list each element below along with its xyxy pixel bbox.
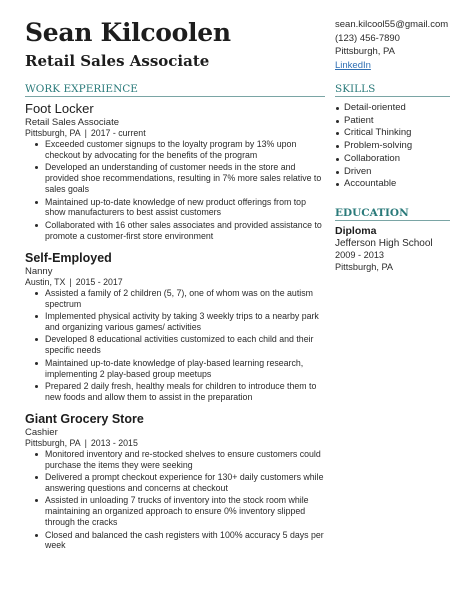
bullet-item: Collaborated with 16 other sales associates and provided assistance to promote a customer-first store environment xyxy=(45,220,325,242)
skill-item: Critical Thinking xyxy=(344,127,450,140)
experience-section xyxy=(25,83,325,553)
linkedin-link[interactable]: LinkedIn xyxy=(335,59,371,71)
education-heading: EDUCATION xyxy=(335,207,450,221)
education-section xyxy=(335,207,450,273)
education-school: Jefferson High School xyxy=(335,237,433,249)
contact-email[interactable]: sean.kilcool55@gmail.com xyxy=(335,19,449,30)
education-location: Pittsburgh, PA xyxy=(335,261,394,272)
bullet-item: Closed and balanced the cash registers with 100% accuracy 5 days per week xyxy=(45,529,324,551)
candidate-title: Retail Sales Associate xyxy=(25,52,210,70)
job-bullets xyxy=(25,449,325,552)
job-entry xyxy=(25,412,325,552)
contact-location: Pittsburgh, PA xyxy=(335,46,396,57)
skills-heading: SKILLS xyxy=(335,83,450,97)
skill-item: Accountable xyxy=(344,178,450,191)
job-company: Foot Locker xyxy=(25,101,94,116)
skill-item: Problem-solving xyxy=(344,140,450,153)
bullet-item: Monitored inventory and re-stocked shelves to ensure customers could purchase the items they were seeking xyxy=(45,449,325,471)
job-meta xyxy=(25,438,325,448)
education-dates: 2009 - 2013 xyxy=(335,249,385,260)
contact-block xyxy=(335,18,448,72)
job-location: Pittsburgh, PA xyxy=(25,128,81,138)
meta-separator: | xyxy=(84,437,87,448)
skill-item: Collaboration xyxy=(344,153,450,166)
bullet-item: Developed an understanding of customer needs in the store and provided shoe recommendations, resulting in 7% more sales relative to sales goals xyxy=(45,162,325,195)
skill-item: Driven xyxy=(344,166,450,179)
job-company: Giant Grocery Store xyxy=(25,411,144,426)
job-entry xyxy=(25,251,325,403)
meta-separator: | xyxy=(69,276,72,287)
bullet-item: Assisted a family of 2 children (5, 7), one of whom was on the autism spectrum xyxy=(45,288,325,310)
education-degree: Diploma xyxy=(335,224,377,237)
bullet-item: Assisted in unloading 7 trucks of inventory into the stock room while maintaining an organized approach to ensure 0% inventory slipped through the cracks xyxy=(45,495,325,528)
skill-item: Patient xyxy=(344,115,450,128)
job-dates: 2017 - current xyxy=(90,128,146,138)
job-meta xyxy=(25,128,325,138)
skill-item: Detail-oriented xyxy=(344,102,450,115)
skills-list xyxy=(335,102,450,191)
job-dates: 2015 - 2017 xyxy=(75,276,123,287)
meta-separator: | xyxy=(84,128,87,138)
contact-phone: (123) 456-7890 xyxy=(335,32,400,44)
job-company: Self-Employed xyxy=(25,250,112,265)
job-location: Pittsburgh, PA xyxy=(25,437,81,448)
job-role: Retail Sales Associate xyxy=(25,117,119,128)
job-role: Nanny xyxy=(25,265,53,277)
job-location: Austin, TX xyxy=(25,276,66,287)
bullet-item: Maintained up-to-date knowledge of new product offerings from top show manufacturers to best assist customers xyxy=(45,197,325,219)
bullet-item: Implemented physical activity by taking 3 weekly trips to a nearby park and organizing various games/ activities xyxy=(45,311,325,333)
candidate-name: Sean Kilcoolen xyxy=(25,18,231,47)
bullet-item: Prepared 2 daily fresh, healthy meals for children to introduce them to new foods and allow them to assist in the preparation xyxy=(45,381,325,403)
sidebar-column xyxy=(335,83,450,273)
bullet-item: Exceeded customer signups to the loyalty program by 13% upon checkout by advocating for the benefits of the program xyxy=(45,139,325,161)
bullet-item: Delivered a prompt checkout experience for 130+ daily customers while answering questions and concerns at checkout xyxy=(45,472,324,493)
experience-heading: WORK EXPERIENCE xyxy=(25,83,325,97)
job-bullets xyxy=(25,288,325,403)
bullet-item: Maintained up-to-date knowledge of play-based learning research, implementing 2 play-based group meetups xyxy=(45,358,325,380)
job-bullets xyxy=(25,139,325,242)
job-meta xyxy=(25,277,325,287)
job-role: Cashier xyxy=(25,426,58,438)
job-dates: 2013 - 2015 xyxy=(90,437,138,448)
job-entry xyxy=(25,101,325,242)
bullet-item: Developed 8 educational activities customized to each child and their specific needs xyxy=(45,334,325,356)
